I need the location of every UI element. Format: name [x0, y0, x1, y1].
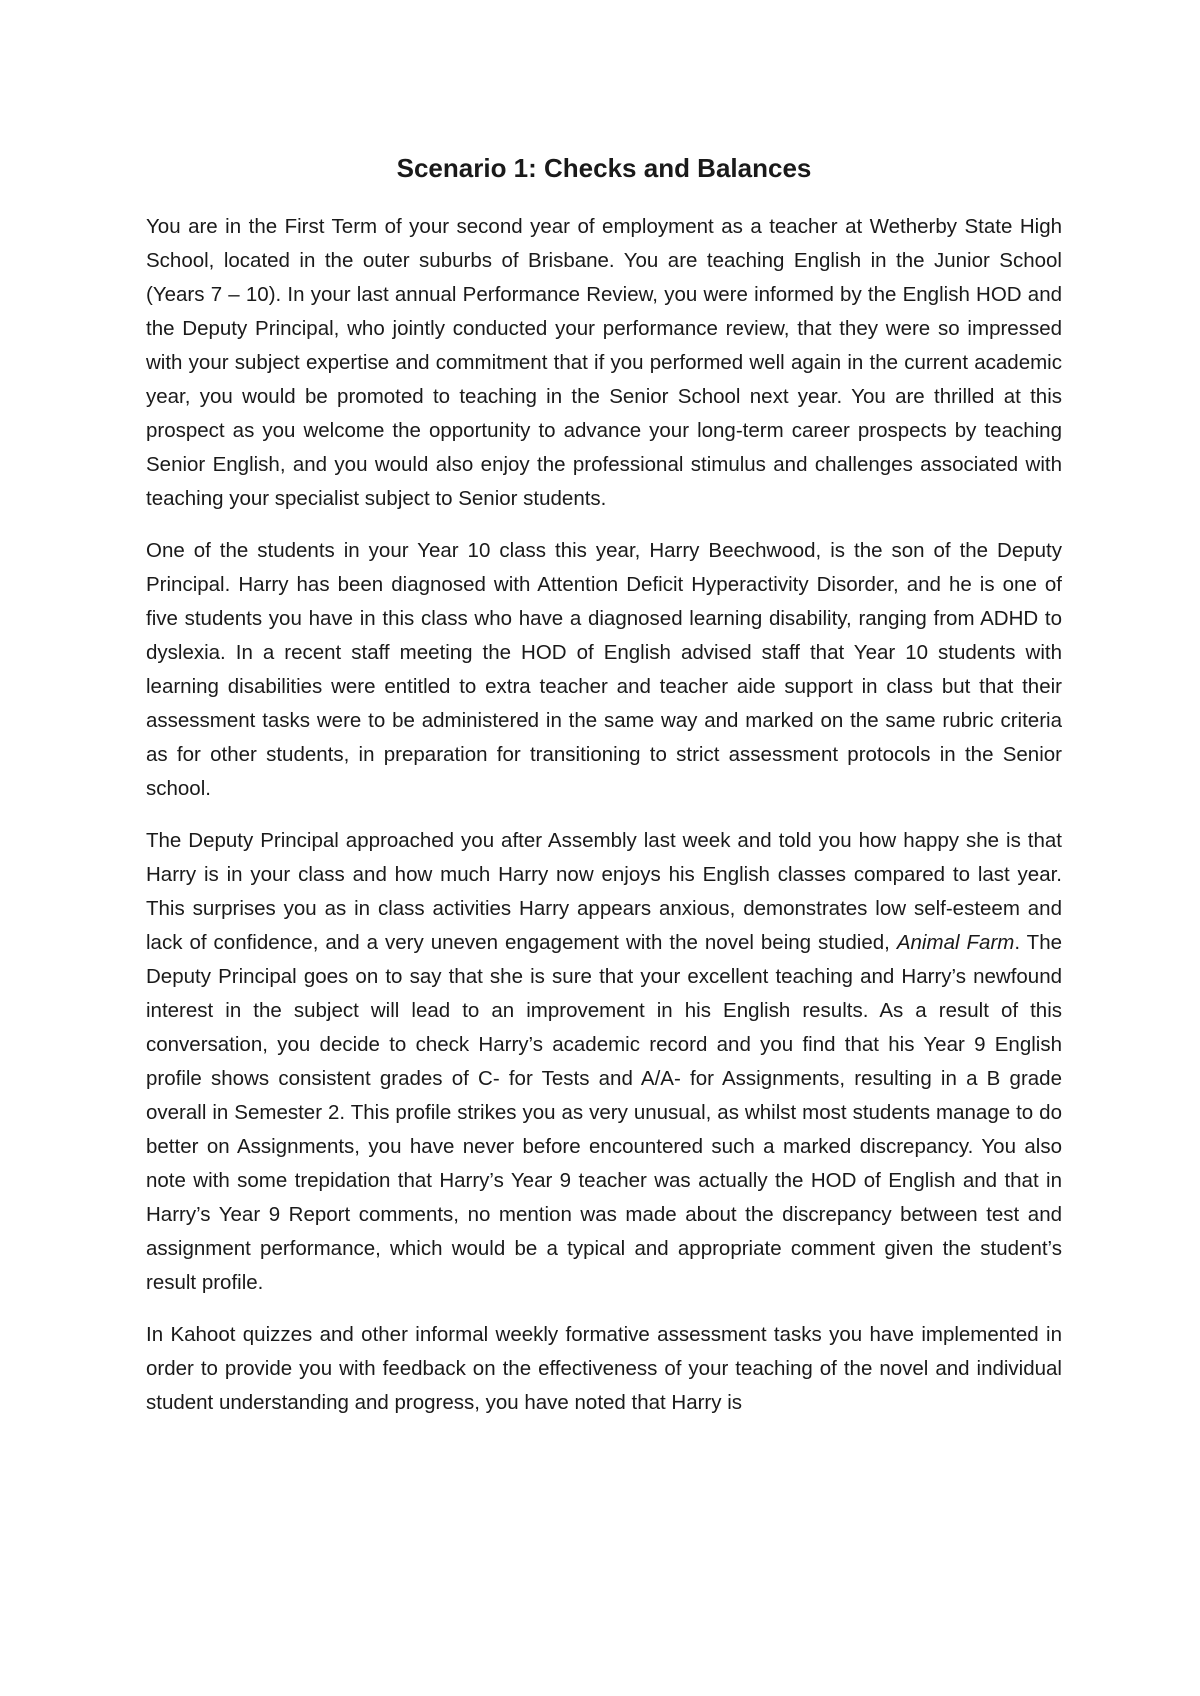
paragraph-4: In Kahoot quizzes and other informal weekly formative assessment tasks you have implemented in order to provide you with feedback on the effectiveness of your teaching of the novel and individual student understanding and progress, you have noted that Harry is: [146, 1323, 1062, 1414]
document-body: [146, 148, 1062, 1438]
novel-title: Animal Farm: [896, 931, 1015, 954]
document-title: Scenario 1: Checks and Balances: [396, 153, 812, 183]
paragraph-3: [146, 824, 1062, 1300]
paragraph-1: You are in the First Term of your second year of employment as a teacher at Wetherby State High School, located in the outer suburbs of Brisbane. You are teaching English in the Junior School (Years 7 – 10). In your last annual Performance Review, you were informed by the English HOD and the Deputy Principal, who jointly conducted your performance review, that they were so impressed with your subject expertise and commitment that if you performed well again in the current academic year, you would be promoted to teaching in the Senior School next year. You are thrilled at this prospect as you welcome the opportunity to advance your long-term career prospects by teaching Senior English, and you would also enjoy the professional stimulus and challenges associated with teaching your specialist subject to Senior students.: [146, 215, 1062, 510]
paragraph-3-text-a: The Deputy Principal approached you after Assembly last week and told you how happy she is that Harry is in your class and how much Harry now enjoys his English classes compared to last year. This surprises you as in class activities Harry appears anxious, demonstrates low self-esteem and lack of confidence, and a very uneven engagement with the novel being studied,: [146, 829, 1062, 954]
paragraph-3-text-b: . The Deputy Principal goes on to say that she is sure that your excellent teaching and Harry’s newfound interest in the subject will lead to an improvement in his English results. As a result of this conversation, you decide to check Harry’s academic record and you find that his Year 9 English profile shows consistent grades of C- for Tests and A/A- for Assignments, resulting in a B grade overall in Semester 2. This profile strikes you as very unusual, as whilst most students manage to do better on Assignments, you have never before encountered such a marked discrepancy. You also note with some trepidation that Harry’s Year 9 teacher was actually the HOD of English and that in Harry’s Year 9 Report comments, no mention was made about the discrepancy between test and assignment performance, which would be a typical and appropriate comment given the student’s result profile.: [146, 931, 1063, 1294]
paragraph-2: One of the students in your Year 10 class this year, Harry Beechwood, is the son of the Deputy Principal. Harry has been diagnosed with Attention Deficit Hyperactivity Disorder, and he is one of five students you have in this class who have a diagnosed learning disability, ranging from ADHD to dyslexia. In a recent staff meeting the HOD of English advised staff that Year 10 students with learning disabilities were entitled to extra teacher and teacher aide support in class but that their assessment tasks were to be administered in the same way and marked on the same rubric criteria as for other students, in preparation for transitioning to strict assessment protocols in the Senior school.: [146, 539, 1062, 800]
